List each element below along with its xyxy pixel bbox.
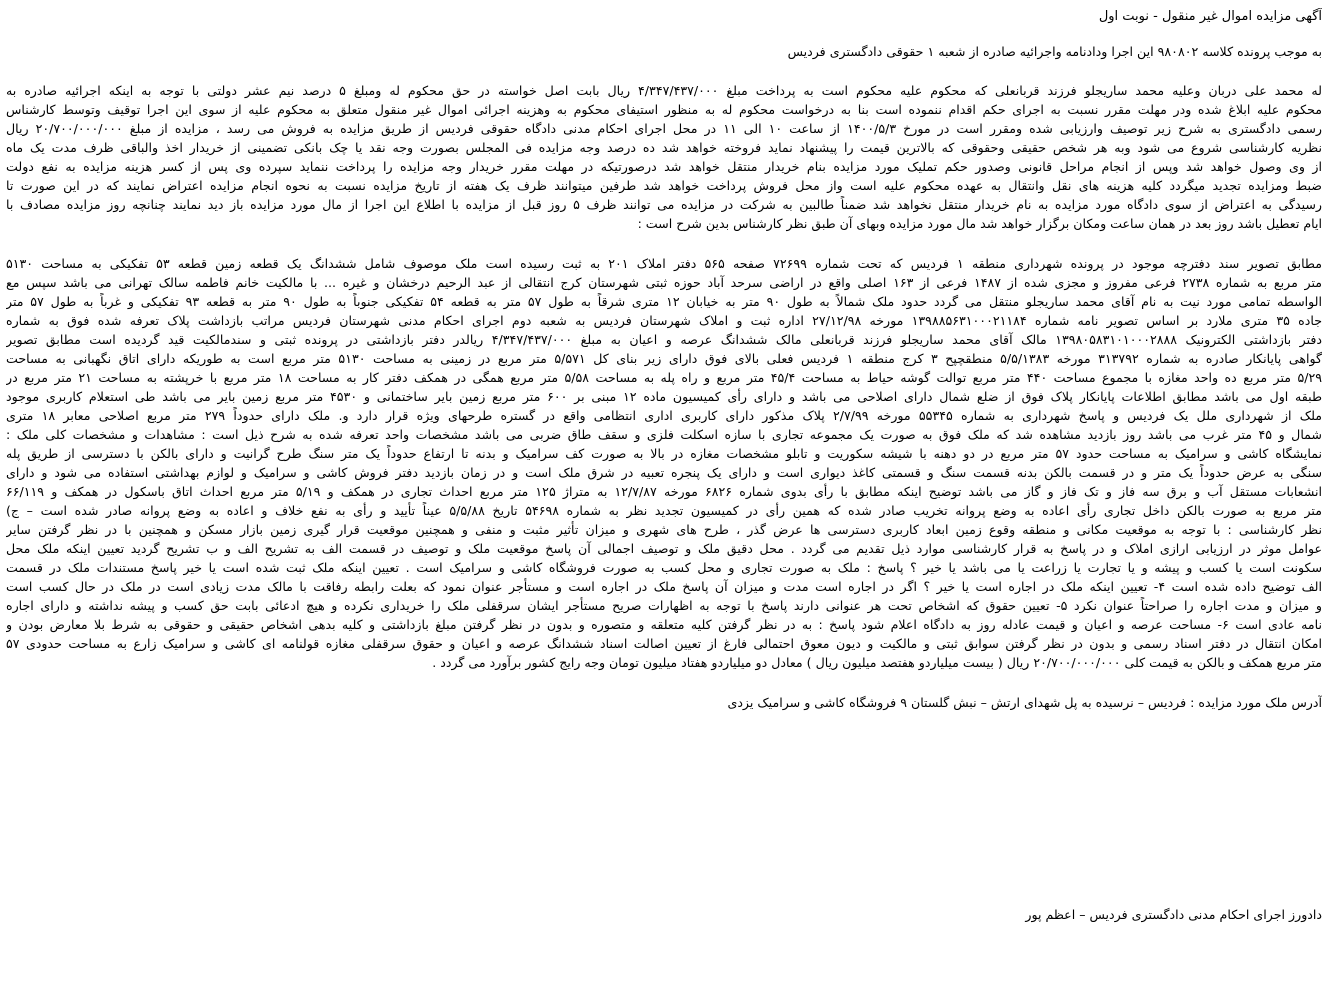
text-line: دفتر بازداشتی الکترونیک ۱۳۹۸۰۵۸۳۱۰۱۰۰۰۲۸۸۸ مالک آقای محمد ساریجلو فرزند قربانعلی مالک ششدانگ عرصه و اعیان به مبلغ ۴/۳۴۷/۴۳۷/۰۰۰ ریالدر دفتر بازداشتی در پرونده ثبتی و سندمالکیت قید گردیده است مطابق تصویر xyxy=(6,332,1322,347)
text-line: نظر کارشناسی : با توجه به موقعیت مکانی و منطقه وقوع زمین ابعاد کاربری دسترسی ها عرض گذر ، طرح های شهری و میزان تأثیر مثبت و منفی و همچنین موقعیت قرار گیری زمین بازار مسکن و همچنین با در نظر گرفتن سایر xyxy=(6,522,1322,537)
text-line: رسیدگی به اعتراض از سوی دادگاه مورد مزایده به نام خریدار منتقل نخواهد شد ضمناً طالبین به شرکت در مزایده می توانند ظرف ۵ روز قبل از مزایده با اطلاع این اجرا از مال مورد مزایده باز دید نمایند چنانچه روز مزایده مصادف با xyxy=(6,197,1322,212)
text-line: گواهی پایانکار صادره به شماره ۳۱۳۷۹۲ مورخه ۵/۵/۱۳۸۳ منطقچپح ۳ کرج منطقه ۱ فردیس فعلی بالای فوق دارای زیر بنای کل ۵/۵۷۱ متر مربع در زمینی به مساحت ۵۱۳۰ متر مربع است به طوریکه دارای اتاق نگهبانی به مساحت xyxy=(6,351,1322,366)
text-line: و میزان و مدت اجاره را صراحتاً عنوان نکرد ۵- تعیین حقوق که اشخاص تحت هر عنوانی دارند پاسخ با توجه به اظهارات صریح مستأجر ایشان سرقفلی ملک را خریداری نکرده و هیچ ادعائی بابت حق کسب و پیشه نداشته و دارای اجاره xyxy=(6,598,1322,613)
text-line: طبقه اول می باشد مطابق اطلاعات پایانکار پلاک فوق از ضلع شمال دارای اصلاحی می باشد و دارای رأی کمیسیون ماده ۱۲ مبنی بر ۶۰۰ متر مربع زمین بایر ساختمانی و ۴۵۳۰ متر مربع زمین بایر می باشد طی استعلام کاربری موجود xyxy=(6,389,1322,404)
text-line: نامه عادی است ۶- مساحت عرصه و اعیان و قیمت عادله روز به دادگاه اعلام شود پاسخ : به در نظر گرفتن کلیه متعلقه و متصوره و بدون در نظر گرفتن مبلغ بازداشتی و کلیه بدهی اشخاص حقیقی و حقوقی به شرط بلا معارض بودن و xyxy=(6,617,1322,632)
text-line: مطابق تصویر سند دفترچه موجود در پرونده شهرداری منطقه ۱ فردیس که تحت شماره ۷۲۶۹۹ صفحه ۵۶۵ دفتر املاک ۲۰۱ به ثبت رسیده است ملک موصوف شامل ششدانگ یک قطعه زمین قطعه ۵۳ تفکیکی به مساحت ۵۱۳۰ xyxy=(6,256,1322,271)
text-line: سنگی به عرض حدوداً یک متر و در قسمت بالکن بدنه قسمت سنگ و قسمتی کاغذ دیواری است و دارای یک پنجره تعبیه در شرق ملک است و در زمان بازدید دفتر فروش کاشی و سرامیک و لوازم بهداشتی استفاده می شود و دارای xyxy=(6,465,1322,480)
text-line: محکوم علیه ابلاغ شده ودر مهلت مقرر نسبت به اجرای حکم اقدام ننموده است بنا به درخواست محکوم له به منظور استیفای محکوم به وهزینه اجرائی اموال غیر منقول متعلق به محکوم علیه از سوی این اجرا توقیف وتوسط کارشناس xyxy=(6,102,1322,117)
text-line: انشعابات مستقل آب و برق سه فاز و تک فاز و گاز می باشد توضیح اینکه مطابق با رأی بدوی شماره ۶۸۲۶ مورخه ۱۲/۷/۸۷ به متراژ ۱۲۵ متر مربع احداث تجاری در همکف و ۵/۱۹ متر مربع احداث اتاق باسکول در همکف و ۶۶/۱۱۹ xyxy=(6,484,1322,499)
text-line: جاده ۳۵ متری ملارد بر اساس تصویر نامه شماره ۱۳۹۸۸۵۶۳۱۰۰۰۲۱۱۸۴ مورخه ۲۷/۱۲/۹۸ اداره ثبت و املاک شهرستان فردیس به شعبه دوم اجرای احکام مدنی شهرستان فردیس مراتب بازداشت پلاک تعرفه شده فوق به شماره xyxy=(6,313,1322,328)
auction-notice xyxy=(6,6,1322,991)
signature: دادورز اجرای احکام مدنی دادگستری فردیس – اعظم پور xyxy=(1025,907,1322,922)
text-line: له محمد علی دربان وعلیه محمد ساریجلو فرزند قربانعلی که محکوم علیه محکوم است به پرداخت مبلغ ۴/۳۴۷/۴۳۷/۰۰۰ ریال بابت اصل خواسته در حق محکوم له ومبلغ ۵ درصد نیم عشر دولتی با توجه به اینکه اجرائیه صادره به xyxy=(6,83,1322,98)
text-line: ۵/۲۹ متر مربع ده واحد مغازه با مجموع مساحت ۴۴۰ متر مربع توالت گوشه حیاط به مساحت ۴۵/۴ متر مربع و راه پله به مساحت ۵/۵۸ متر مربع همگی در همکف دفتر کار به مساحت ۱۸ متر مربع با خرپشته به مساحت ۲۱ متر مربع در xyxy=(6,370,1322,385)
text-line: نظریه کارشناسی شروع می شود وبه هر شخص حقیقی وحقوقی که بالاترین قیمت را پیشنهاد نماید فروخته خواهد شد ده درصد وجه مزایده فی المجلس بصورت وجه نقد یا چک بانکی تضمینی از خریدار اخذ والباقی ظرف مدت یک ماه xyxy=(6,140,1322,155)
text-line: نمایشگاه کاشی و سرامیک به مساحت حدود ۵۷ متر مربع در دو دهنه با شیشه سکوریت و تابلو مشخصات مغازه در بالا به صورت کف سرامیک و بدنه تا ارتفاع حدوداً یک متر سنگ طرح گرانیت و دارای بالکن با دسترسی از طریق پله xyxy=(6,446,1322,461)
text-line: الواسطه تمامی مورد نیت به نام آقای محمد ساریجلو منتقل می گردد حدود ملک شمالاً به طول ۹۰ متر به خیابان ۱۲ متری شرقاً به طول ۵۷ متر به قطعه ۵۴ تفکیکی جنوباً به طول ۹۰ متر به قطعه ۹۳ تفکیکی و غرباً به طول ۵۷ متر xyxy=(6,294,1322,309)
text-line: رسمی دادگستری به شرح زیر توصیف وارزیابی شده ومقرر است در مورخ ۱۴۰۰/۵/۳ از ساعت ۱۰ الی ۱۱ در محل اجرای احکام مدنی دادگاه حقوقی فردیس از طریق مزایده به فروش می رسد ، مزایده از مبلغ ۲۰/۷۰۰/۰۰۰/۰۰۰ ریال xyxy=(6,121,1322,136)
text-line: متر مربع به صورت بالکن داخل تجاری رأی اعاده به وضع پروانه تخریب صادر شده که همین رأی در کمیسیون تجدید نظر به شماره ۵۴۶۹۸ تاریخ ۵/۵/۸۸ عیناً تأیید و رأی به نفع خلاف و اعاده به وضع پروانه صادر شده است – ج) xyxy=(6,503,1322,518)
text-line: امکان انتقال در دفتر اسناد رسمی و بدون در نظر گرفتن سوابق ثبتی و مالکیت و دیون معوق احتمالی فارغ از تعیین اصالت اسناد ششدانگ عرصه و اعیان و حقوق سرقفلی مغازه قولنامه ای کاشی و سرامیک زارع به مساحت حدودی ۵۷ xyxy=(6,636,1322,651)
case-reference-line: به موجب پرونده کلاسه ۹۸۰۸۰۲ این اجرا ودادنامه واجرائیه صادره از شعبه ۱ حقوقی دادگستری فردیس xyxy=(787,44,1322,59)
text-line: سکونت است یا کسب و پیشه و یا تجارت یا زراعت یا می باشد یا خیر ؟ پاسخ : ملک به صورت تجاری و محل کسب به صورت فروشگاه کاشی و سرامیک است . تعیین اینکه ملک ثبت شده است یا خیر پاسخ مستندات ملک در قسمت xyxy=(6,560,1322,575)
text-line: متر مربع به شماره ۲۷۳۸ فرعی مفروز و مجزی شده از ۱۴۸۷ فرعی از ۱۶۳ اصلی واقع در اراضی سرحد آباد حوزه ثبتی شهرستان کرج انتقالی از عبد الرحیم درخشان و غیره ... با مالکیت خانم فاطمه سالک تهرانی می باشد سپس مع xyxy=(6,275,1322,290)
text-line: ضبط ومزایده تجدید میگردد کلیه هزینه های نقل وانتقال به عهده محکوم علیه است واز محل فروش پرداخت خواهد شد طرفین میتوانند ظرف یک هفته از تاریخ مزایده نسبت به نحوه انجام مزایده اعتراض نمایند که در این صورت تا xyxy=(6,178,1322,193)
notice-title: آگهی مزایده اموال غیر منقول - نوبت اول xyxy=(1098,9,1322,24)
text-line: از وی وصول خواهد شد وپس از انجام مراحل قانونی وصدور حکم تملیک مورد مزایده بنام خریدار منتقل خواهد شد درصورتیکه در مهلت مقرر خریدار وجه مزایده را پرداخت ننماید سپرده وی پس از کسر هزینه مزایده به نفع دولت xyxy=(6,159,1322,174)
text-line: متر مربع همکف و بالکن به قیمت کلی ۲۰/۷۰۰/۰۰۰/۰۰۰ ریال ( بیست میلیاردو هفتصد میلیون ریال ) معادل دو میلیاردو هفتاد میلیون تومان وجه رایج کشور برآورد می گردد . xyxy=(432,655,1322,670)
text-line: ایام تعطیل باشد روز بعد در همان ساعت ومکان برگزار خواهد شد مال مورد مزایده وبهای آن طبق نظر کارشناس بدین شرح است : xyxy=(637,216,1322,231)
text-line: شمال و ۴۵ متر غرب می باشد روز بازدید مشاهده شد که ملک فوق به صورت یک مجموعه تجاری با سازه اسکلت فلزی و سقف طاق ضربی می باشد مشخصات واحد تعرفه شده به شرح ذیل است : مشاهدات و مشخصات کلی ملک : xyxy=(6,427,1322,442)
property-address: آدرس ملک مورد مزایده : فردیس – نرسیده به پل شهدای ارتش – نبش گلستان ۹ فروشگاه کاشی و سرامیک یزدی xyxy=(727,695,1322,710)
text-line: الف توضیح داده شده است ۴- تعیین اینکه ملک در اجاره است یا خیر ؟ اگر در اجاره است مدت و میزان آن پاسخ ملک در اجاره است و مستأجر عنوان نمود که بعلت رابطه رفاقت با مالک مدت زیادی است در ملک در حال کسب است xyxy=(6,579,1322,594)
text-line: عوامل موثر در ارزیابی ارازی املاک و در پاسخ به قرار کارشناسی موارد ذیل تقدیم می گردد . محل دقیق ملک و توصیف اجمالی آن پاسخ موقعیت ملک و توصیف در قسمت الف به تشریح الف و ب تشریح گردید تعیین اینکه ملک محل xyxy=(6,541,1322,556)
text-line: ملک از شهرداری ملل یک فردیس و پاسخ شهرداری به شماره ۵۵۳۴۵ مورخه ۲/۷/۹۹ پلاک مذکور دارای کاربری اداری انتظامی واقع در گستره طرحهای ویژه قرار دارد و. ملک دارای حدوداً ۲۷۹ متر مربع اصلاحی معابر ۱۸ متری xyxy=(6,408,1322,423)
